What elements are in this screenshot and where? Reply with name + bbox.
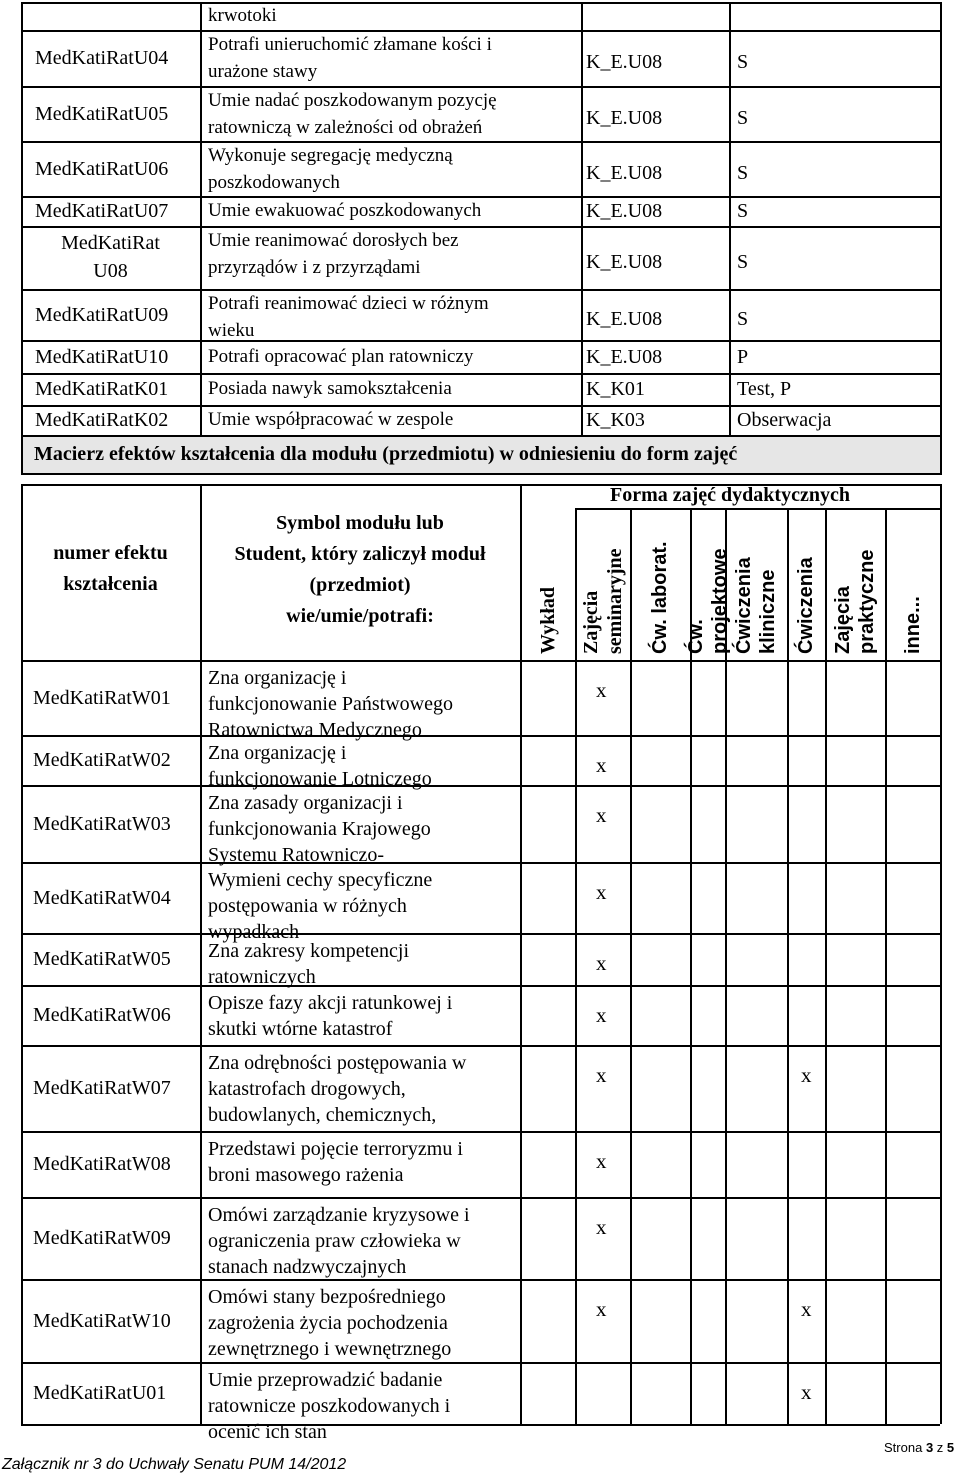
directional-effect-ref: K_K01 xyxy=(586,378,645,400)
form-header-label: Ćw. xyxy=(684,619,707,654)
form-header-5 xyxy=(794,509,818,654)
header-effect-number: numer efektu xyxy=(53,542,168,564)
table-rule xyxy=(21,226,940,228)
effect-description: poszkodowanych xyxy=(208,172,340,193)
form-mark: x xyxy=(596,1003,607,1027)
page-number xyxy=(884,1440,954,1455)
directional-effect-ref: K_E.U08 xyxy=(586,200,663,222)
table-rule xyxy=(21,435,23,475)
effect-description-cell xyxy=(208,1284,518,1361)
form-header-4 xyxy=(732,509,780,654)
form-header-6 xyxy=(831,509,879,654)
effect-description: zewnętrznego i wewnętrznego xyxy=(208,1338,452,1360)
form-header-label: Ćwiczenia xyxy=(795,557,817,654)
effect-description: Zna organizację i xyxy=(208,667,347,689)
form-mark: x xyxy=(596,880,607,904)
effect-description: postępowania w różnych xyxy=(208,895,407,917)
effect-code: MedKatiRat U08 xyxy=(61,232,160,282)
table-rule xyxy=(520,484,522,1424)
effect-description: Zna zakresy kompetencji xyxy=(208,940,410,962)
effect-description: urażone stawy xyxy=(208,61,318,82)
form-mark: x xyxy=(596,753,607,777)
verification-form: Test, P xyxy=(737,378,792,400)
effect-description-cell xyxy=(208,1202,518,1278)
form-header-label: Ćwiczenia xyxy=(733,557,755,654)
directional-effect-ref: K_E.U08 xyxy=(586,161,663,184)
effect-description-cell xyxy=(208,1050,518,1130)
effect-code: MedKatiRatW10 xyxy=(33,1309,171,1332)
effect-description: ocenić ich stan xyxy=(208,1421,327,1443)
verification-form: S xyxy=(737,200,749,222)
form-header-7 xyxy=(901,509,925,654)
effect-code: MedKatiRatW01 xyxy=(33,686,171,709)
effect-description: funkcjonowanie Lotniczego xyxy=(208,768,432,790)
form-mark: x xyxy=(801,1297,812,1321)
table-rule xyxy=(21,1131,940,1133)
effect-description: Potrafi opracować plan ratowniczy xyxy=(208,345,474,367)
verification-form: S xyxy=(737,51,749,73)
effect-code: MedKatiRatW04 xyxy=(33,886,171,909)
effect-description: funkcjonowanie Państwowego xyxy=(208,693,453,715)
effect-description: Zna organizację i xyxy=(208,742,347,764)
page-number-page-total: 5 xyxy=(946,1440,955,1455)
effect-description: Potrafi unieruchomić złamane kości i xyxy=(208,34,492,55)
header-module-symbol: wie/umie/potrafi: xyxy=(286,605,434,627)
effect-code: MedKatiRatW05 xyxy=(33,948,171,970)
effect-description-cell xyxy=(208,990,518,1044)
effect-code: MedKatiRatU01 xyxy=(33,1382,167,1404)
effect-description: Systemu Ratowniczo- xyxy=(208,844,385,866)
header-effect-number: kształcenia xyxy=(63,573,158,595)
header-module-symbol: (przedmiot) xyxy=(309,574,411,596)
verification-form: S xyxy=(737,106,749,129)
table-rule xyxy=(575,508,577,1424)
effect-description: stanach nadzwyczajnych xyxy=(208,1256,407,1278)
form-mark: x xyxy=(596,803,607,827)
effect-description-cell xyxy=(208,1367,518,1443)
effect-description: wypadkach xyxy=(208,921,300,943)
table-rule xyxy=(21,484,23,1424)
header-module-symbol: Symbol modułu lub xyxy=(276,512,444,534)
effect-description: Umie ewakuować poszkodowanych xyxy=(208,200,482,221)
table-rule xyxy=(21,2,23,437)
page-number-page-num: 3 xyxy=(925,1440,934,1455)
form-header-label: seminaryjne xyxy=(603,548,626,654)
effect-code: MedKatiRatU04 xyxy=(35,47,169,69)
table-rule xyxy=(885,508,887,1424)
effect-description: Opisze fazy akcji ratunkowej i xyxy=(208,992,453,1014)
table-rule xyxy=(825,508,827,1424)
effect-description: przyrządów i z przyrządami xyxy=(208,257,421,278)
form-mark: x xyxy=(596,678,607,702)
page-number-page-of: z xyxy=(936,1440,944,1455)
verification-form: S xyxy=(737,250,749,273)
header-module-symbol: Student, który zaliczył moduł xyxy=(234,543,486,565)
table-rule xyxy=(21,373,940,375)
form-mark: x xyxy=(596,1297,607,1321)
table-rule xyxy=(200,2,202,437)
effect-description: Omówi zarządzanie kryzysowe i xyxy=(208,1204,470,1226)
directional-effect-ref: K_E.U08 xyxy=(586,106,663,129)
effect-code: MedKatiRatK01 xyxy=(35,378,169,400)
form-header-label: kliniczne xyxy=(757,569,779,654)
form-mark: x xyxy=(801,1380,812,1404)
table-rule xyxy=(21,1045,940,1047)
effect-description: Ratownictwa Medycznego xyxy=(208,719,422,741)
form-header-label: Wykład xyxy=(536,586,559,654)
effect-description: krwotoki xyxy=(208,5,277,26)
matrix-title: Macierz efektów kształcenia dla modułu (przedmiotu) w odniesieniu do form zajęć xyxy=(34,443,738,465)
form-header-2 xyxy=(648,509,672,654)
table-rule xyxy=(940,435,942,475)
table-rule xyxy=(21,2,940,4)
form-header-3 xyxy=(684,509,732,654)
form-mark: x xyxy=(596,951,607,975)
effect-description: budowlanych, chemicznych, xyxy=(208,1104,437,1126)
effect-description: Zna odrębności postępowania w xyxy=(208,1052,467,1074)
effect-code: MedKatiRatW09 xyxy=(33,1227,171,1249)
effect-description-cell xyxy=(208,1136,518,1196)
effect-description-cell xyxy=(208,867,518,943)
effect-code: MedKatiRatU09 xyxy=(35,303,169,326)
form-header-label: Zajęcia xyxy=(832,586,854,654)
effect-description: Przedstawi pojęcie terroryzmu i xyxy=(208,1138,463,1160)
effect-description-cell xyxy=(208,740,518,790)
effect-code: MedKatiRatW02 xyxy=(33,749,171,771)
directional-effect-ref: K_E.U08 xyxy=(586,307,663,330)
effect-description: Posiada nawyk samokształcenia xyxy=(208,378,452,399)
effect-description: ratownicze poszkodowanych i xyxy=(208,1395,451,1417)
verification-form: P xyxy=(737,345,749,368)
table-rule xyxy=(940,484,942,1424)
form-header-label: projektowe xyxy=(708,548,731,654)
form-mark: x xyxy=(596,1215,607,1239)
effect-description: zagrożenia życia pochodzenia xyxy=(208,1312,448,1334)
effect-description: Omówi stany bezpośredniego xyxy=(208,1286,446,1308)
header-forms-title: Forma zajęć dydaktycznych xyxy=(610,484,850,506)
effect-description: katastrofach drogowych, xyxy=(208,1078,406,1100)
table-rule xyxy=(787,508,789,1424)
effect-code: MedKatiRatU06 xyxy=(35,157,169,180)
form-header-0 xyxy=(536,509,560,654)
effect-description: skutki wtórne katastrof xyxy=(208,1018,393,1040)
table-rule xyxy=(21,1197,940,1199)
effect-description: Umie nadać poszkodowanym pozycję xyxy=(208,90,497,111)
effect-code: MedKatiRatU05 xyxy=(35,102,169,125)
form-header-1 xyxy=(579,509,627,654)
table-rule xyxy=(21,141,940,143)
effect-description: wieku xyxy=(208,320,255,341)
effect-description: Umie przeprowadzić badanie xyxy=(208,1369,443,1391)
table-rule xyxy=(729,2,731,437)
form-header-label: Zajęcia xyxy=(579,590,602,654)
effect-code: MedKatiRatW06 xyxy=(33,1004,171,1026)
effect-description: ograniczenia praw człowieka w xyxy=(208,1230,461,1252)
effect-code: MedKatiRatU10 xyxy=(35,345,169,368)
form-header-label: Ćw. laborat. xyxy=(649,541,671,654)
effect-description: broni masowego rażenia xyxy=(208,1164,404,1186)
effect-description-cell xyxy=(208,790,518,866)
effect-code: MedKatiRatW08 xyxy=(33,1153,171,1175)
effect-description: Umie współpracować w zespole xyxy=(208,409,454,430)
effect-description: Zna zasady organizacji i xyxy=(208,792,403,814)
form-mark: x xyxy=(596,1063,607,1087)
directional-effect-ref: K_E.U08 xyxy=(586,51,663,73)
effect-description-cell xyxy=(208,938,518,988)
verification-form: S xyxy=(737,307,749,330)
directional-effect-ref: K_E.U08 xyxy=(586,345,663,368)
directional-effect-ref: K_E.U08 xyxy=(586,250,663,273)
table-rule xyxy=(21,660,940,662)
effect-code: MedKatiRatK02 xyxy=(35,409,169,431)
table-rule xyxy=(630,508,632,1424)
table-rule xyxy=(21,340,940,342)
effect-description: Potrafi reanimować dzieci w różnym xyxy=(208,293,489,314)
form-header-label: praktyczne xyxy=(856,549,878,654)
footer-attachment-note: Załącznik nr 3 do Uchwały Senatu PUM 14/2012 xyxy=(2,1456,347,1473)
table-rule xyxy=(21,1362,940,1364)
page-number-page-label: Strona xyxy=(884,1440,923,1455)
effect-description: funkcjonowania Krajowego xyxy=(208,818,431,840)
effect-code: MedKatiRatW03 xyxy=(33,812,171,835)
table-rule xyxy=(21,473,940,475)
verification-form: Obserwacja xyxy=(737,409,832,431)
effect-description: Umie reanimować dorosłych bez xyxy=(208,230,459,251)
effect-description: Wykonuje segregację medyczną xyxy=(208,145,453,166)
form-mark: x xyxy=(801,1063,812,1087)
effect-description-cell xyxy=(208,665,518,741)
table-rule xyxy=(940,2,942,437)
effect-code: MedKatiRatU07 xyxy=(35,200,169,222)
verification-form: S xyxy=(737,161,749,184)
directional-effect-ref: K_K03 xyxy=(586,409,645,431)
effect-code: MedKatiRatW07 xyxy=(33,1077,171,1099)
effect-description: ratowniczych xyxy=(208,966,316,988)
effect-description: ratowniczą w zależności od obrażeń xyxy=(208,117,483,138)
form-mark: x xyxy=(596,1149,607,1173)
table-rule xyxy=(581,2,583,437)
effect-description: Wymieni cechy specyficzne xyxy=(208,869,433,891)
form-header-label: inne... xyxy=(901,596,924,654)
